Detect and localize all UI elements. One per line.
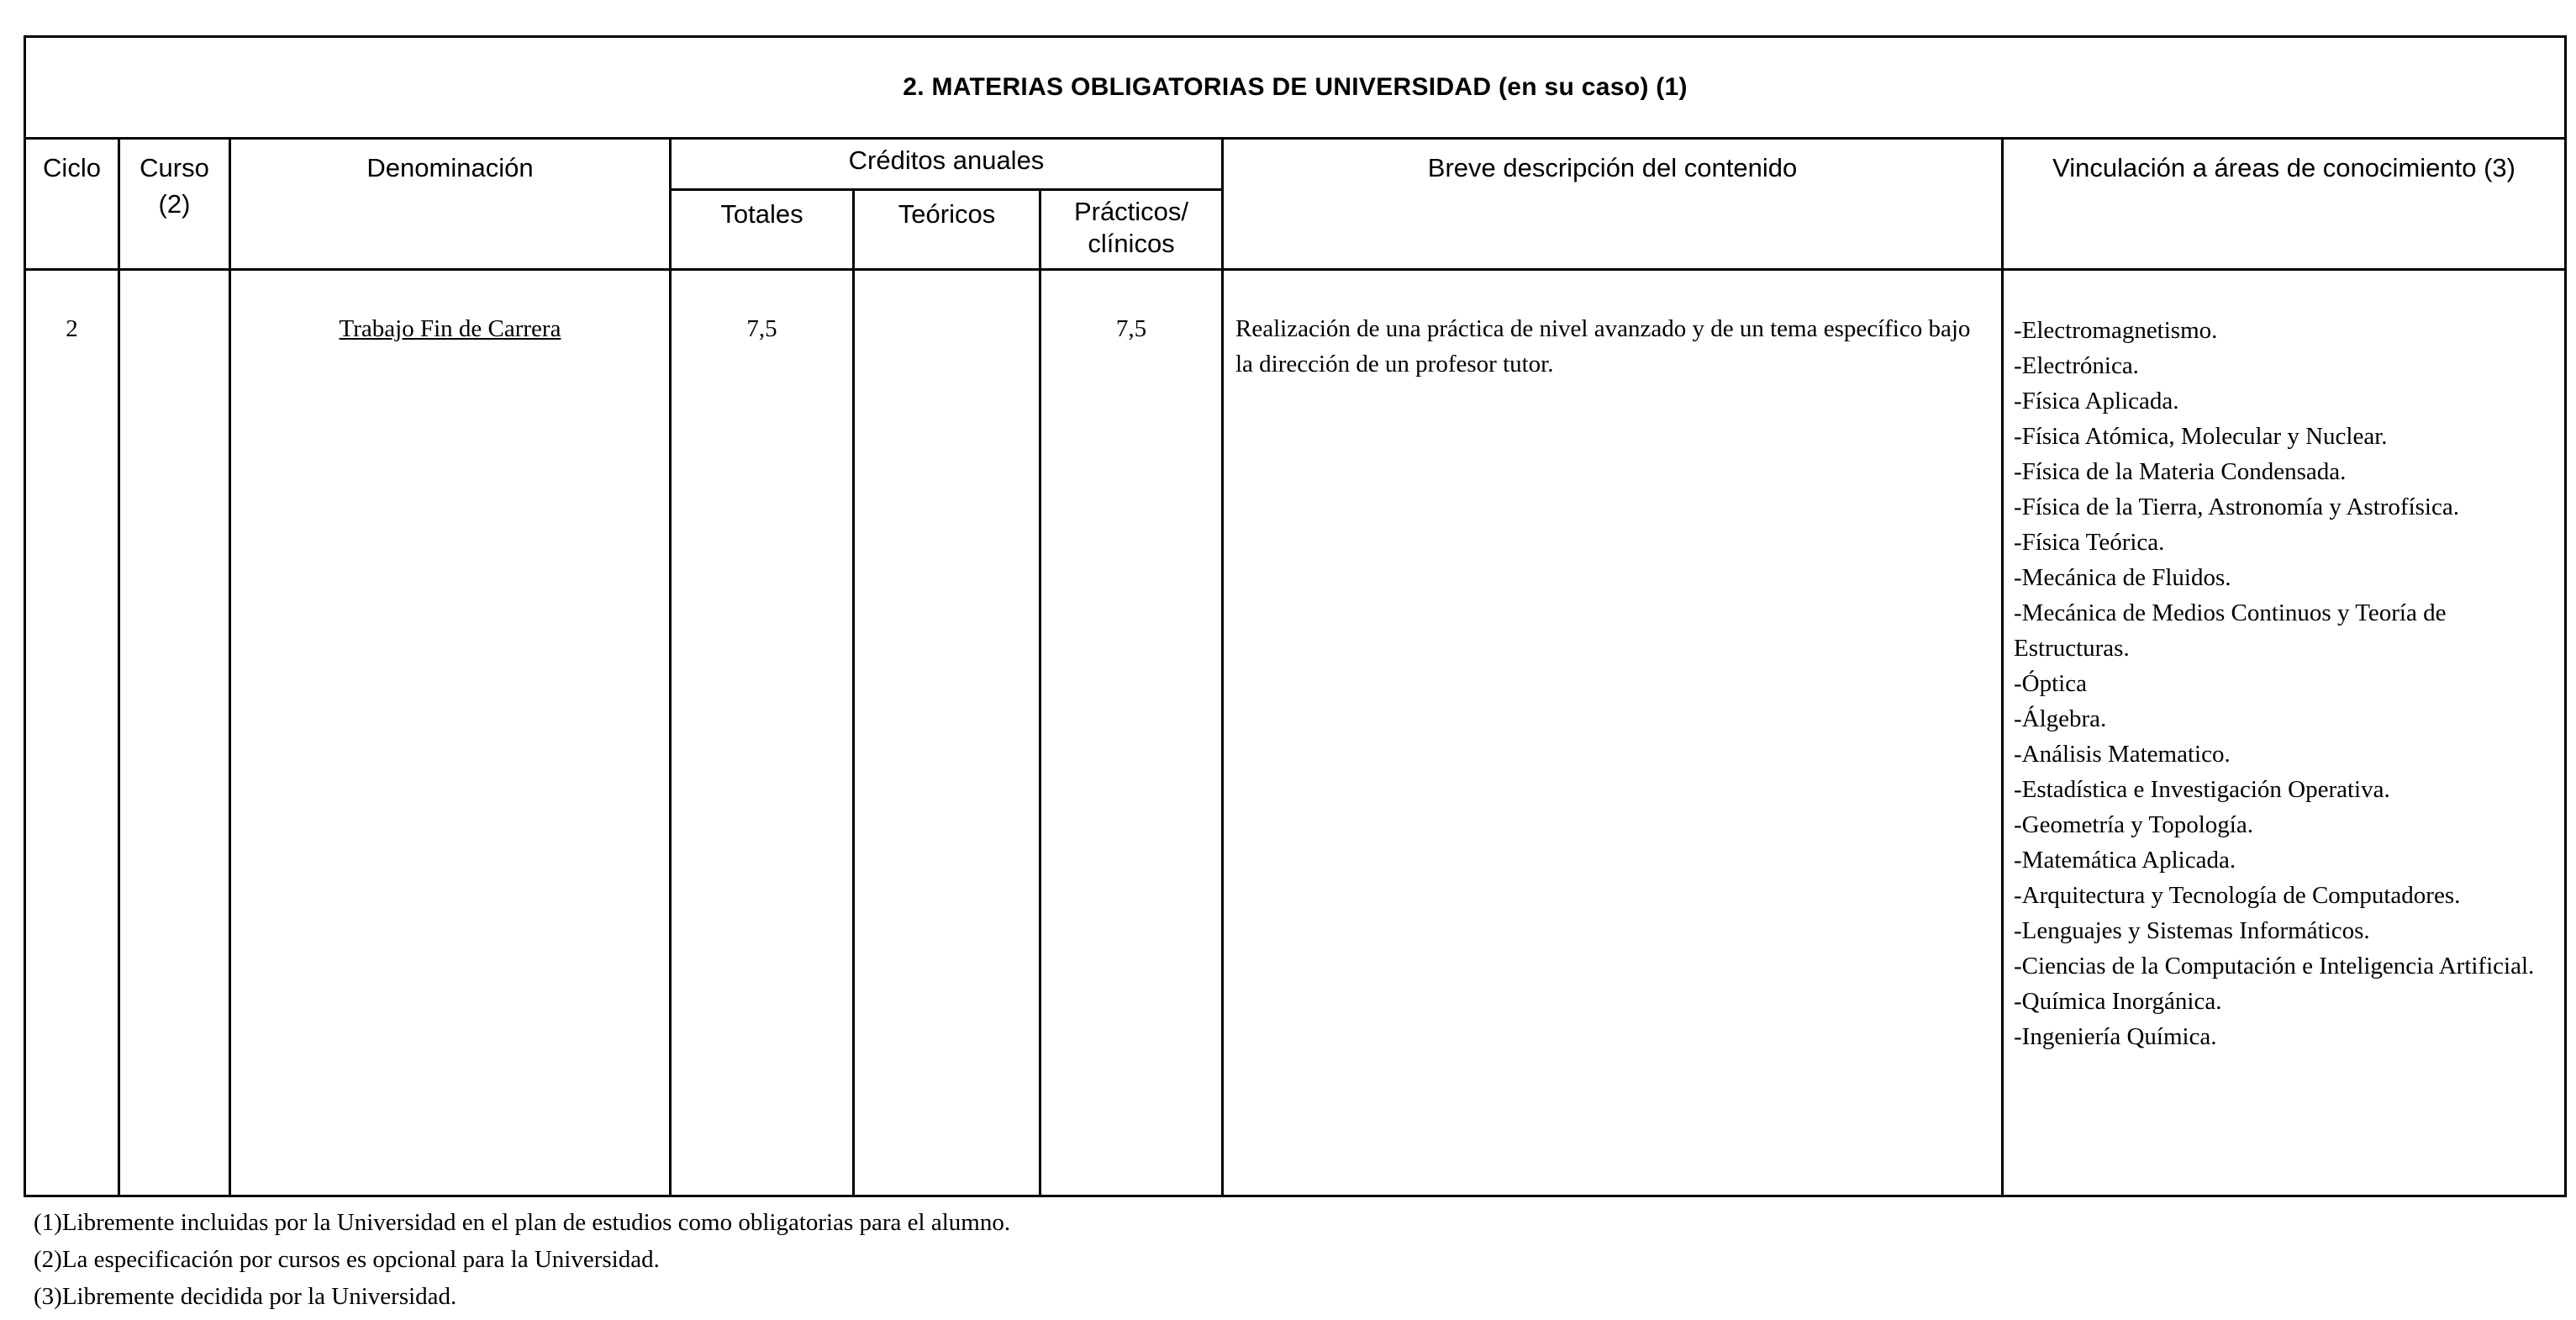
area-item: -Arquitectura y Tecnología de Computadores.: [2014, 882, 2461, 909]
header-vinculacion: Vinculación a áreas de conocimiento (3): [2003, 139, 2566, 270]
area-item: -Geometría y Topología.: [2014, 811, 2253, 838]
cell-descripcion: Realización de una práctica de nivel avanzado y de un tema específico bajo la dirección de un profesor tutor.: [1223, 270, 2003, 1196]
cell-curso: [119, 270, 230, 1196]
area-item: -Física Teórica.: [2014, 529, 2165, 556]
footnotes: [34, 1204, 2471, 1315]
area-item: -Matemática Aplicada.: [2014, 847, 2236, 874]
area-item: -Física Aplicada.: [2014, 388, 2179, 414]
header-practicos-line2: clínicos: [1088, 229, 1175, 258]
area-item: -Física Atómica, Molecular y Nuclear.: [2014, 423, 2388, 450]
area-item: -Física de la Materia Condensada.: [2014, 458, 2347, 485]
cell-totales: 7,5: [671, 270, 854, 1196]
area-item: -Mecánica de Medios Continuos y Teoría de Estructuras.: [2014, 599, 2447, 662]
header-teoricos: Teóricos: [854, 190, 1040, 270]
header-curso-line1: Curso: [140, 153, 209, 182]
footnote-3: (3)Libremente decidida por la Universidad.: [34, 1283, 457, 1310]
area-item: -Ciencias de la Computación e Inteligencia Artificial.: [2014, 953, 2535, 979]
header-row-1: [25, 139, 2566, 190]
area-item: -Óptica: [2014, 670, 2087, 697]
area-item: -Electrónica.: [2014, 352, 2139, 379]
area-item: -Álgebra.: [2014, 705, 2107, 732]
header-ciclo: Ciclo: [25, 139, 119, 270]
title-row: [25, 37, 2566, 139]
header-practicos: [1040, 190, 1223, 270]
area-item: -Lenguajes y Sistemas Informáticos.: [2014, 917, 2370, 944]
table-row: [25, 270, 2566, 1196]
table-title: 2. MATERIAS OBLIGATORIAS DE UNIVERSIDAD (en su caso) (1): [25, 37, 2566, 139]
cell-practicos: 7,5: [1040, 270, 1223, 1196]
header-totales: Totales: [671, 190, 854, 270]
area-item: -Electromagnetismo.: [2014, 317, 2218, 344]
header-curso-line2: (2): [158, 189, 191, 219]
cell-teoricos: [854, 270, 1040, 1196]
area-item: -Análisis Matematico.: [2014, 741, 2231, 768]
area-item: -Física de la Tierra, Astronomía y Astrofísica.: [2014, 494, 2459, 520]
footnote-1: (1)Libremente incluidas por la Universidad en el plan de estudios como obligatorias para el alumno.: [34, 1209, 1011, 1236]
materias-table: [24, 35, 2567, 1197]
cell-ciclo: 2: [25, 270, 119, 1196]
header-creditos: Créditos anuales: [671, 139, 1223, 190]
area-item: -Ingeniería Química.: [2014, 1023, 2217, 1050]
area-item: -Mecánica de Fluidos.: [2014, 564, 2231, 591]
cell-areas: [2003, 270, 2566, 1196]
header-denominacion: Denominación: [230, 139, 671, 270]
footnote-2: (2)La especificación por cursos es opcional para la Universidad.: [34, 1246, 660, 1273]
cell-denominacion: [230, 270, 671, 1196]
areas-list: [2014, 313, 2564, 1054]
header-descripcion: Breve descripción del contenido: [1223, 139, 2003, 270]
header-curso: [119, 139, 230, 270]
area-item: -Química Inorgánica.: [2014, 988, 2222, 1015]
denominacion-text: Trabajo Fin de Carrera: [339, 315, 561, 342]
header-practicos-line1: Prácticos/: [1073, 197, 1189, 226]
area-item: -Estadística e Investigación Operativa.: [2014, 776, 2390, 803]
